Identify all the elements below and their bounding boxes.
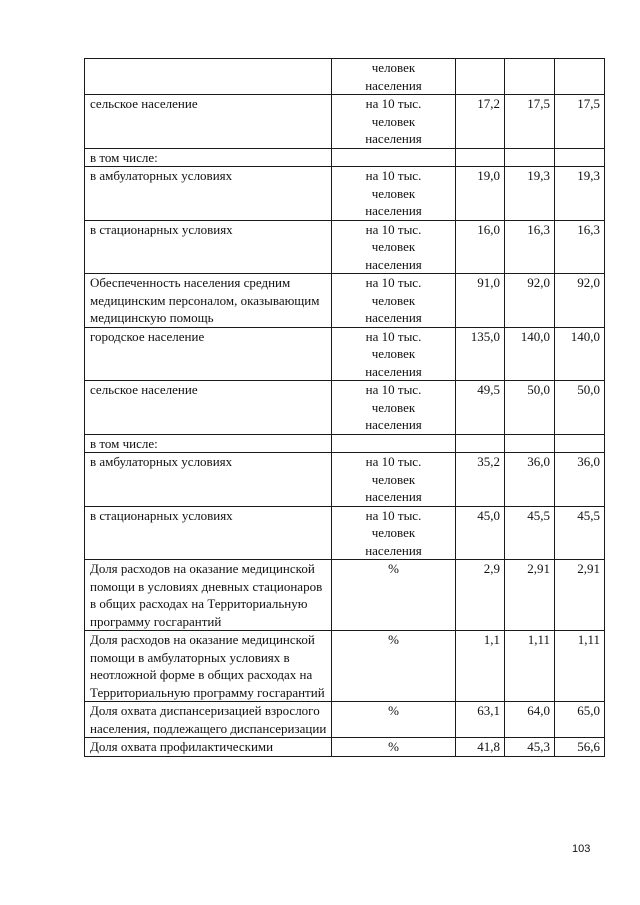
unit-cell xyxy=(332,167,456,221)
value-cell-2: 2,91 xyxy=(505,560,555,631)
unit-cell xyxy=(332,381,456,435)
unit-cell xyxy=(332,434,456,453)
unit-cell: % xyxy=(332,631,456,702)
unit-line: на 10 тыс. xyxy=(365,328,422,344)
unit-line: на 10 тыс. xyxy=(365,507,422,523)
unit-line: человек xyxy=(371,471,416,487)
unit-cell xyxy=(332,59,456,95)
unit-cell: % xyxy=(332,560,456,631)
indicator-cell: в стационарных условиях xyxy=(85,220,332,274)
unit-line: человек xyxy=(371,185,416,201)
indicator-cell: Доля охвата диспансеризацией взрослого населения, подлежащего диспансеризации xyxy=(85,702,332,738)
value-cell-1: 19,0 xyxy=(456,167,505,221)
table-row xyxy=(85,631,605,702)
unit-line: населения xyxy=(365,77,422,93)
indicator-cell: в том числе: xyxy=(85,434,332,453)
unit-line: населения xyxy=(365,489,422,504)
indicator-cell: в том числе: xyxy=(85,148,332,167)
unit-line: на 10 тыс. xyxy=(365,454,422,469)
table-row xyxy=(85,560,605,631)
value-cell-3: 17,5 xyxy=(555,95,605,149)
value-cell-1: 17,2 xyxy=(456,95,505,149)
unit-line: человек xyxy=(371,60,416,75)
value-cell-3: 45,5 xyxy=(555,506,605,560)
value-cell-2 xyxy=(505,434,555,453)
value-cell-3 xyxy=(555,434,605,453)
value-cell-1: 45,0 xyxy=(456,506,505,560)
value-cell-2: 64,0 xyxy=(505,702,555,738)
unit-line: населения xyxy=(365,131,422,146)
indicator-cell xyxy=(85,59,332,95)
unit-line: человек xyxy=(371,292,416,308)
unit-line: человек xyxy=(371,239,416,254)
unit-cell xyxy=(332,327,456,381)
value-cell-2: 1,11 xyxy=(505,631,555,702)
unit-line: на 10 тыс. xyxy=(365,382,422,397)
indicator-cell: Доля расходов на оказание медицинской помощи в амбулаторных условиях в неотложной форме в общих расходах на Территориальную программу госгарантий xyxy=(85,631,332,702)
unit-line: на 10 тыс. xyxy=(365,221,422,237)
unit-line: человек xyxy=(371,399,416,415)
indicator-cell: сельское население xyxy=(85,95,332,149)
value-cell-1 xyxy=(456,59,505,95)
value-cell-1: 2,9 xyxy=(456,560,505,631)
unit-line: человек xyxy=(371,525,416,540)
value-cell-1: 91,0 xyxy=(456,274,505,328)
unit-cell: % xyxy=(332,702,456,738)
unit-line: на 10 тыс. xyxy=(365,168,422,183)
value-cell-2: 36,0 xyxy=(505,453,555,507)
value-cell-3: 65,0 xyxy=(555,702,605,738)
value-cell-3: 16,3 xyxy=(555,220,605,274)
value-cell-3: 56,6 xyxy=(555,738,605,757)
unit-line: населения xyxy=(365,417,422,432)
value-cell-2: 45,5 xyxy=(505,506,555,560)
value-cell-2: 92,0 xyxy=(505,274,555,328)
unit-cell xyxy=(332,148,456,167)
indicator-cell: сельское население xyxy=(85,381,332,435)
unit-line: населения xyxy=(365,542,422,558)
unit-line: человек xyxy=(371,346,416,361)
value-cell-1: 35,2 xyxy=(456,453,505,507)
unit-line: населения xyxy=(365,310,422,325)
value-cell-2: 19,3 xyxy=(505,167,555,221)
indicator-cell: Доля охвата профилактическими xyxy=(85,738,332,757)
value-cell-3: 140,0 xyxy=(555,327,605,381)
value-cell-2 xyxy=(505,148,555,167)
unit-line: человек xyxy=(371,113,416,129)
value-cell-3: 92,0 xyxy=(555,274,605,328)
table-row xyxy=(85,506,605,560)
value-cell-3: 1,11 xyxy=(555,631,605,702)
value-cell-1 xyxy=(456,148,505,167)
table-row xyxy=(85,59,605,95)
unit-line: на 10 тыс. xyxy=(365,96,422,111)
indicators-table xyxy=(84,58,605,757)
value-cell-3: 50,0 xyxy=(555,381,605,435)
value-cell-1: 16,0 xyxy=(456,220,505,274)
table-row xyxy=(85,274,605,328)
value-cell-1: 49,5 xyxy=(456,381,505,435)
value-cell-1: 41,8 xyxy=(456,738,505,757)
value-cell-3: 19,3 xyxy=(555,167,605,221)
unit-cell xyxy=(332,220,456,274)
value-cell-2: 45,3 xyxy=(505,738,555,757)
indicator-cell: в амбулаторных условиях xyxy=(85,167,332,221)
value-cell-1: 1,1 xyxy=(456,631,505,702)
value-cell-1: 63,1 xyxy=(456,702,505,738)
indicator-cell: в стационарных условиях xyxy=(85,506,332,560)
table-row xyxy=(85,381,605,435)
unit-cell xyxy=(332,506,456,560)
table-row xyxy=(85,148,605,167)
value-cell-2 xyxy=(505,59,555,95)
table-row xyxy=(85,167,605,221)
unit-line: населения xyxy=(365,256,422,272)
value-cell-3 xyxy=(555,59,605,95)
unit-cell: % xyxy=(332,738,456,757)
unit-line: на 10 тыс. xyxy=(365,275,422,290)
unit-cell xyxy=(332,95,456,149)
unit-cell xyxy=(332,453,456,507)
page-number: 103 xyxy=(572,843,591,855)
value-cell-1 xyxy=(456,434,505,453)
table-row xyxy=(85,95,605,149)
value-cell-2: 17,5 xyxy=(505,95,555,149)
table-row xyxy=(85,434,605,453)
table-row xyxy=(85,453,605,507)
value-cell-2: 16,3 xyxy=(505,220,555,274)
unit-line: населения xyxy=(365,203,422,218)
value-cell-1: 135,0 xyxy=(456,327,505,381)
value-cell-2: 140,0 xyxy=(505,327,555,381)
indicator-cell: Доля расходов на оказание медицинской помощи в условиях дневных стационаров в общих расходах на Территориальную программу госгарантий xyxy=(85,560,332,631)
table-row xyxy=(85,220,605,274)
value-cell-3: 36,0 xyxy=(555,453,605,507)
indicator-cell: городское население xyxy=(85,327,332,381)
table-row xyxy=(85,327,605,381)
indicator-cell: Обеспеченность населения средним медицинским персоналом, оказывающим медицинскую помощь xyxy=(85,274,332,328)
value-cell-3 xyxy=(555,148,605,167)
unit-cell xyxy=(332,274,456,328)
value-cell-3: 2,91 xyxy=(555,560,605,631)
indicator-cell: в амбулаторных условиях xyxy=(85,453,332,507)
table-row xyxy=(85,702,605,738)
indicators-table-body xyxy=(85,59,605,757)
value-cell-2: 50,0 xyxy=(505,381,555,435)
table-row xyxy=(85,738,605,757)
unit-line: населения xyxy=(365,363,422,379)
